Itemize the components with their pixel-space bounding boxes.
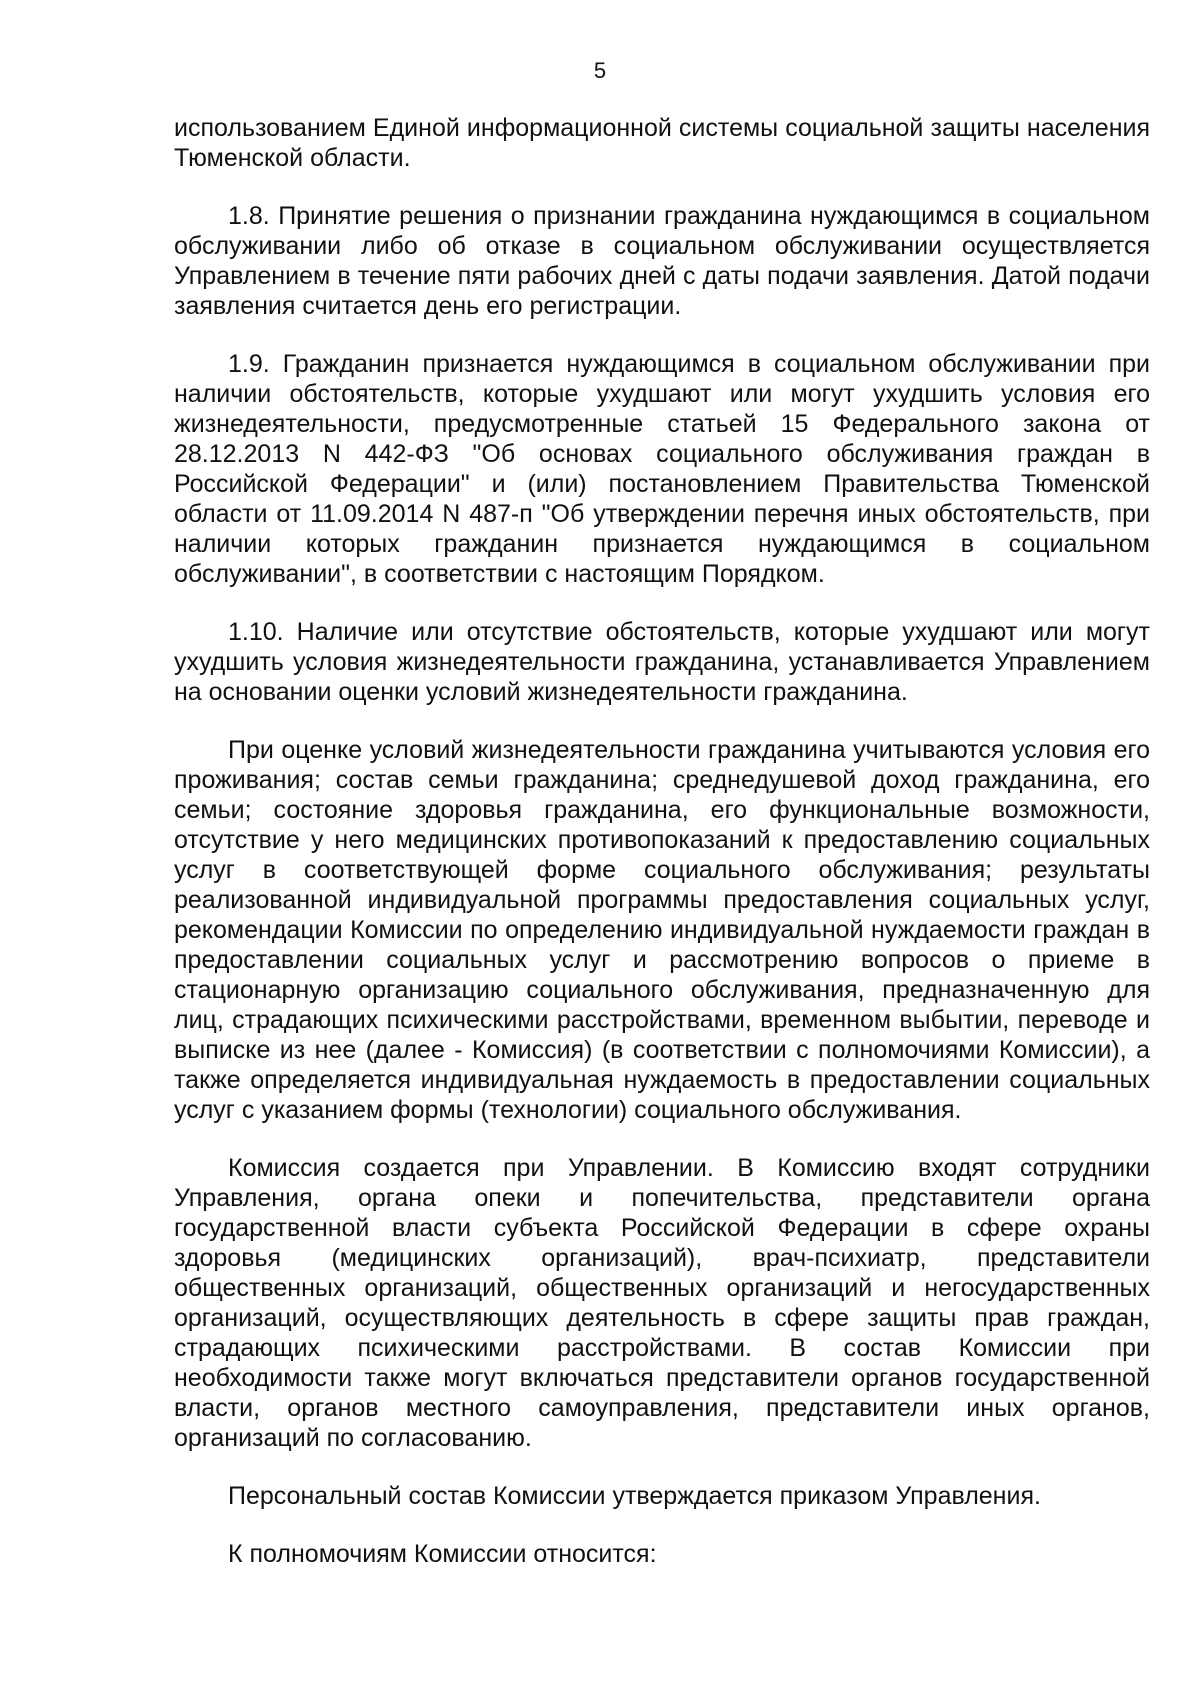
paragraph-1-9: 1.9. Гражданин признается нуждающимся в социальном обслуживании при наличии обстоятельств, которые ухудшают или могут ухудшить условия его жизнедеятельности, предусмотренные статьей 15 Федерального закона от 28.12.2013 N 442-ФЗ "Об основах социального обслуживания граждан в Российской Федерации" и (или) постановлением Правительства Тюменской области от 11.09.2014 N 487-п "Об утверждении перечня иных обстоятельств, при наличии которых гражданин признается нуждающимся в социальном обслуживании", в соответствии с настоящим Порядком. — [174, 350, 1150, 588]
paragraph-commission-powers: К полномочиям Комиссии относится: — [228, 1540, 657, 1568]
paragraph-commission-approval: Персональный состав Комиссии утверждается приказом Управления. — [228, 1482, 1041, 1510]
paragraph-continuation: использованием Единой информационной системы социальной защиты населения Тюменской области. — [174, 114, 1150, 172]
paragraph-1-10: 1.10. Наличие или отсутствие обстоятельств, которые ухудшают или могут ухудшить условия жизнедеятельности гражданина, устанавливается Управлением на основании оценки условий жизнедеятельности гражданина. — [174, 618, 1150, 706]
paragraph-commission-composition: Комиссия создается при Управлении. В Комиссию входят сотрудники Управления, органа опеки и попечительства, представители органа государственной власти субъекта Российской Федерации в сфере охраны здоровья (медицинских организаций), врач-психиатр, представители общественных организаций, общественных организаций и негосударственных организаций, осуществляющих деятельность в сфере защиты прав граждан, страдающих психическими расстройствами. В состав Комиссии при необходимости также могут включаться представители органов государственной власти, органов местного самоуправления, представители иных органов, организаций по согласованию. — [174, 1154, 1150, 1452]
document-body — [174, 113, 1150, 1597]
paragraph-1-8: 1.8. Принятие решения о признании гражданина нуждающимся в социальном обслуживании либо об отказе в социальном обслуживании осуществляется Управлением в течение пяти рабочих дней с даты подачи заявления. Датой подачи заявления считается день его регистрации. — [174, 202, 1150, 320]
paragraph-assessment: При оценке условий жизнедеятельности гражданина учитываются условия его проживания; состав семьи гражданина; среднедушевой доход гражданина, его семьи; состояние здоровья гражданина, его функциональные возможности, отсутствие у него медицинских противопоказаний к предоставлению социальных услуг в соответствующей форме социального обслуживания; результаты реализованной индивидуальной программы предоставления социальных услуг, рекомендации Комиссии по определению индивидуальной нуждаемости граждан в предоставлении социальных услуг и рассмотрению вопросов о приеме в стационарную организацию социального обслуживания, предназначенную для лиц, страдающих психическими расстройствами, временном выбытии, переводе и выписке из нее (далее - Комиссия) (в соответствии с полномочиями Комиссии), а также определяется индивидуальная нуждаемость в предоставлении социальных услуг с указанием формы (технологии) социального обслуживания. — [174, 736, 1150, 1124]
page-number: 5 — [593, 58, 607, 83]
